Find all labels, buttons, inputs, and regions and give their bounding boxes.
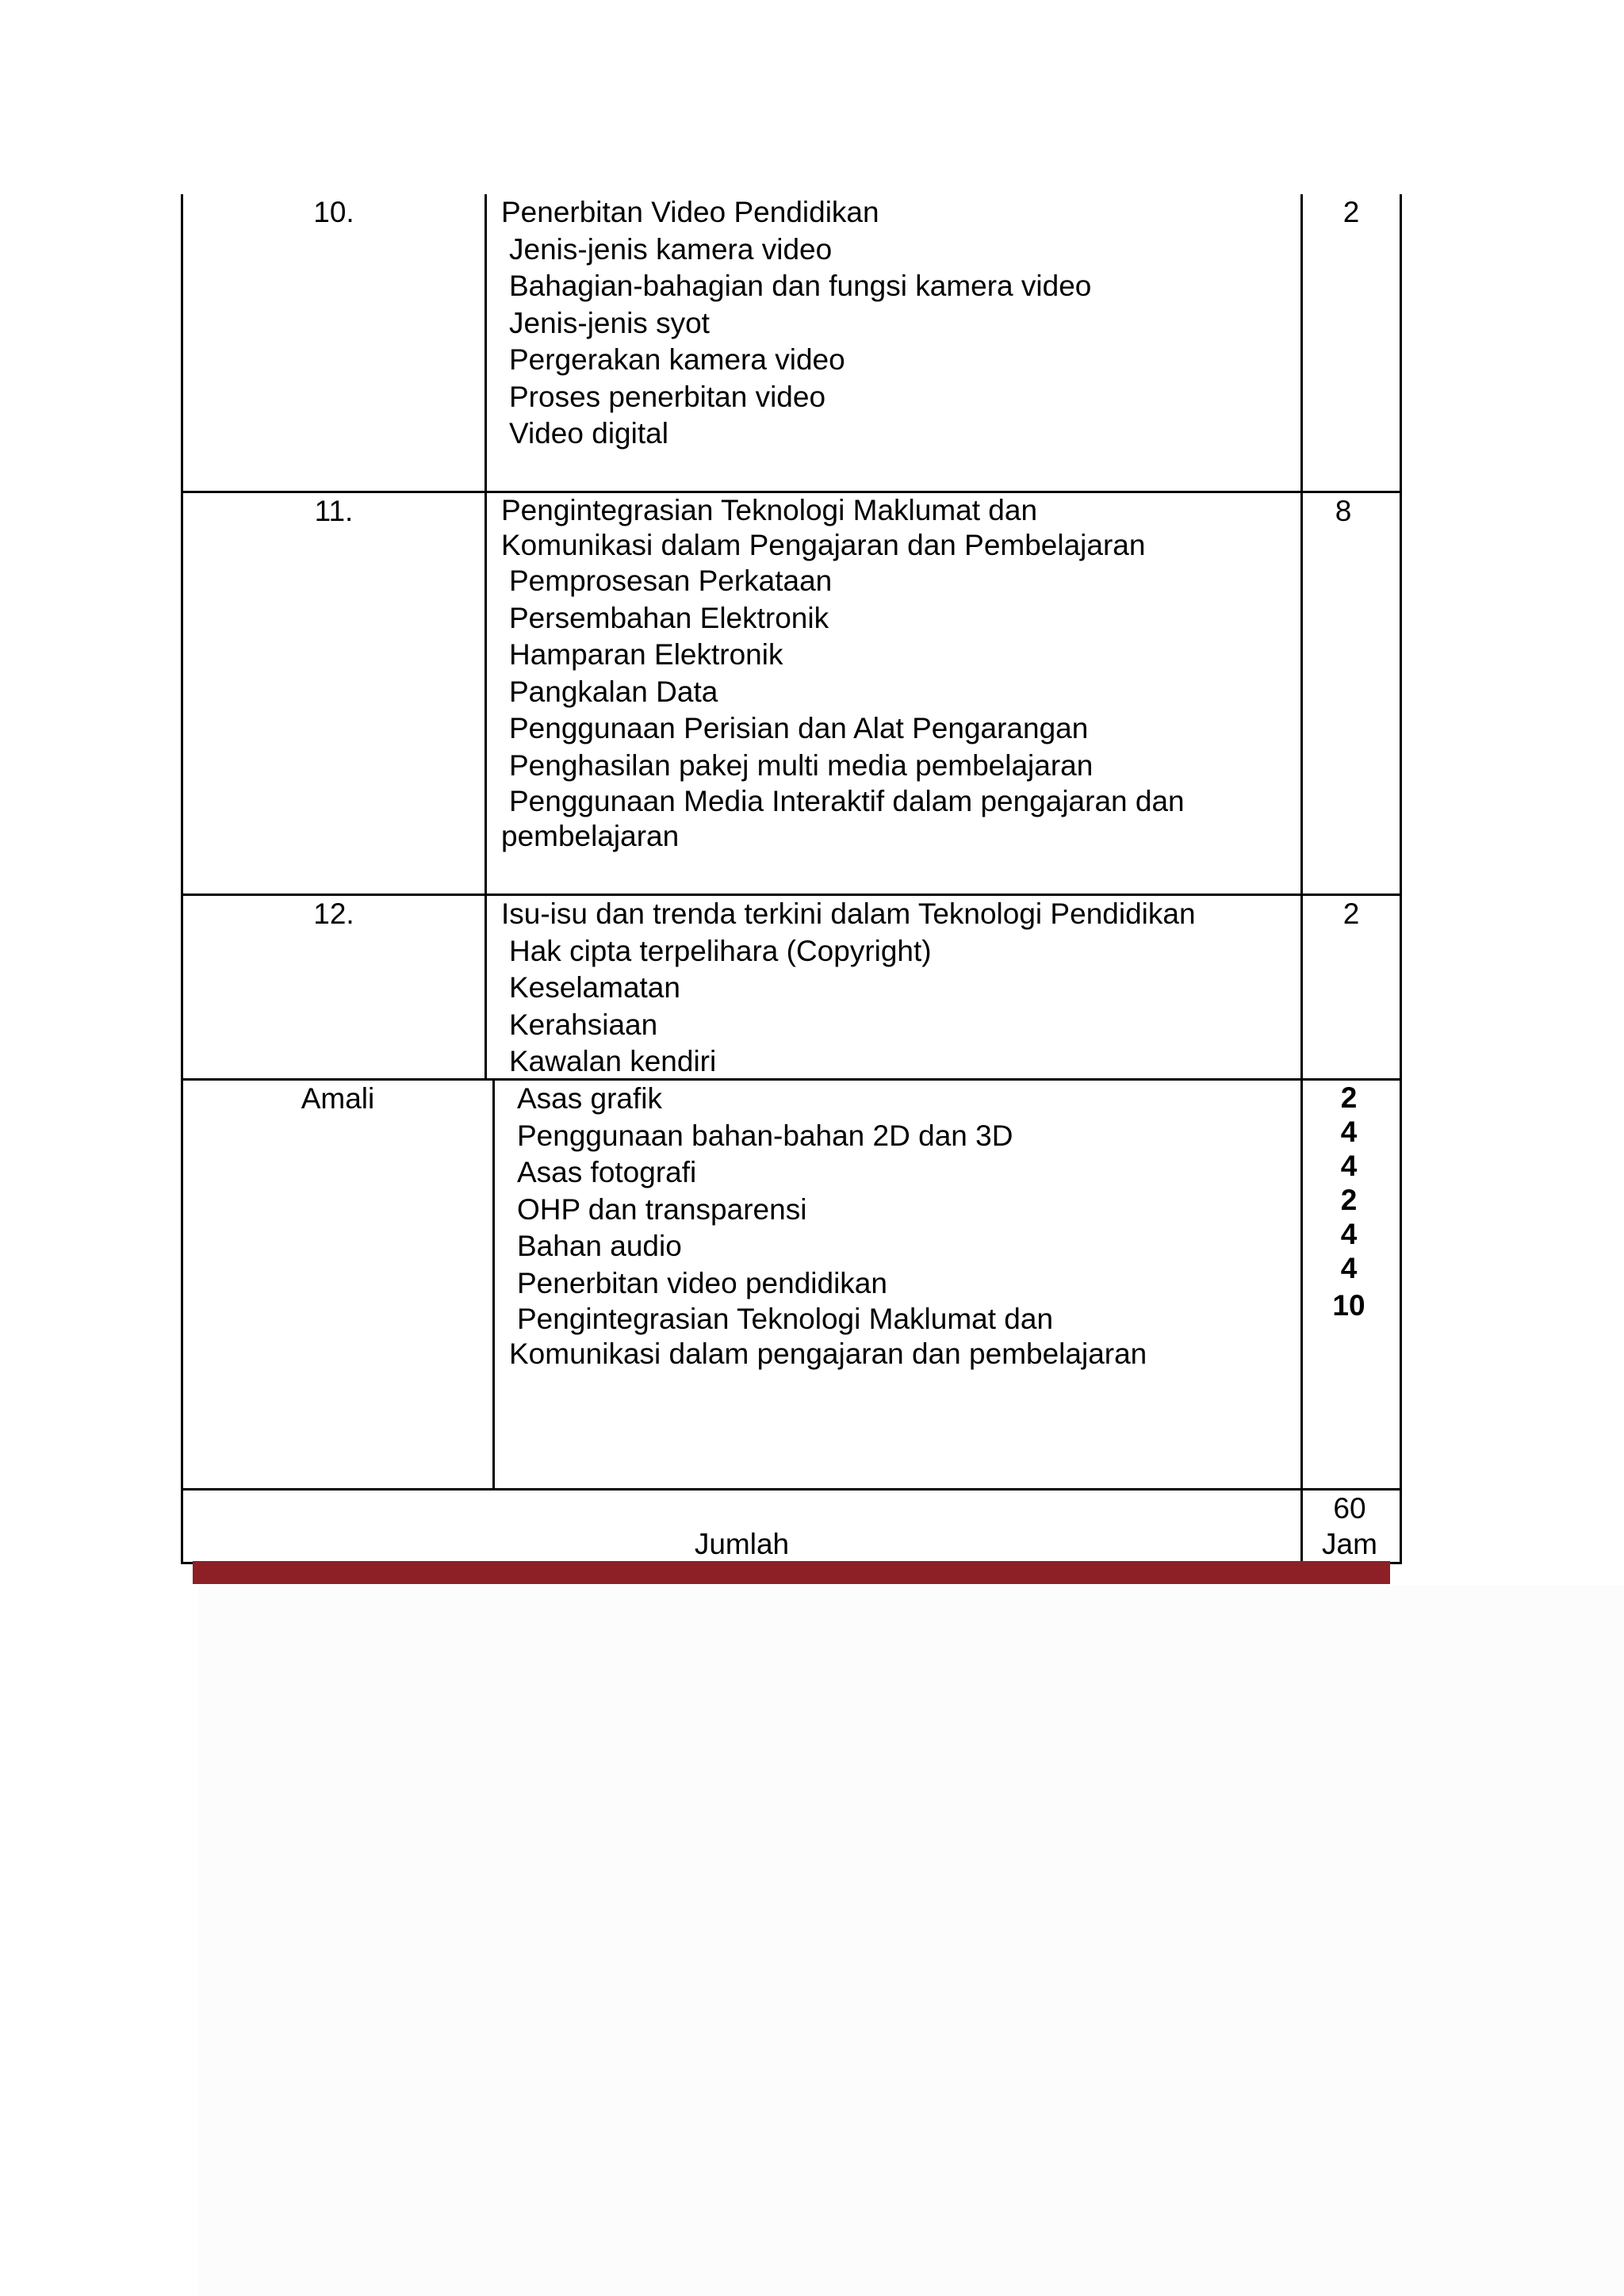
hours-value: 8 xyxy=(1335,495,1352,527)
topic-cell xyxy=(485,896,1300,1078)
practical-hours-value: 10 xyxy=(1332,1289,1365,1322)
table-row-total xyxy=(181,1490,1402,1564)
topic-title: Isu-isu dan trenda terkini dalam Teknologi Pendidikan xyxy=(501,897,1196,930)
practical-item: Asas grafik xyxy=(517,1082,663,1115)
practical-item: Penggunaan bahan-bahan 2D dan 3D xyxy=(517,1119,1013,1152)
practical-item: Asas fotografi xyxy=(517,1156,697,1188)
topic-item: Video digital xyxy=(509,417,668,450)
footer-accent-bar xyxy=(193,1561,1390,1584)
practical-hours-value: 4 xyxy=(1340,1115,1358,1148)
hours-value: 2 xyxy=(1342,897,1360,930)
practical-hours-cell xyxy=(1300,1081,1400,1488)
row-number: 12. xyxy=(313,897,354,930)
table-row-12 xyxy=(181,896,1402,1081)
practical-item: Bahan audio xyxy=(517,1230,682,1262)
total-hours-unit: Jam xyxy=(1322,1528,1377,1560)
page-background-shade xyxy=(198,1586,1624,2296)
practical-hours-value: 2 xyxy=(1340,1081,1358,1114)
topic-item: Penggunaan Perisian dan Alat Pengarangan xyxy=(509,712,1089,744)
amali-label: Amali xyxy=(301,1082,375,1115)
total-label: Jumlah xyxy=(694,1528,790,1560)
row-number: 10. xyxy=(313,196,354,228)
hours-cell xyxy=(1300,896,1400,1078)
table-row-11 xyxy=(181,493,1402,896)
topic-item: Bahagian-bahagian dan fungsi kamera video xyxy=(509,270,1092,302)
practical-item: Pengintegrasian Teknologi Maklumat dan xyxy=(517,1303,1054,1335)
total-hours-value: 60 xyxy=(1333,1492,1366,1525)
topic-item: Jenis-jenis syot xyxy=(509,306,710,339)
row-number: 11. xyxy=(314,495,354,527)
topic-item-continuation: pembelajaran xyxy=(501,820,680,852)
practical-hours-value: 4 xyxy=(1340,1252,1358,1284)
practical-hours-value: 4 xyxy=(1340,1218,1358,1250)
topic-item: Pergerakan kamera video xyxy=(509,343,845,376)
topic-cell xyxy=(485,194,1300,491)
practical-hours-value: 4 xyxy=(1340,1150,1358,1182)
topic-item: Hak cipta terpelihara (Copyright) xyxy=(509,934,932,967)
topic-item: Hamparan Elektronik xyxy=(509,638,783,671)
practical-item: Penerbitan video pendidikan xyxy=(517,1266,887,1299)
table-row-10 xyxy=(181,194,1402,493)
topic-item: Penghasilan pakej multi media pembelajaran xyxy=(509,748,1094,782)
hours-cell xyxy=(1300,493,1400,894)
topic-item: Pemprosesan Perkataan xyxy=(509,564,833,597)
topic-item: Persembahan Elektronik xyxy=(509,601,829,634)
hours-cell xyxy=(1300,194,1400,491)
topic-item: Proses penerbitan video xyxy=(509,380,826,413)
topic-title: Pengintegrasian Teknologi Maklumat dan xyxy=(501,494,1038,526)
topic-title: Penerbitan Video Pendidikan xyxy=(501,196,879,228)
practical-hours-value: 2 xyxy=(1340,1184,1358,1216)
topic-item: Pangkalan Data xyxy=(509,675,718,708)
topic-item: Keselamatan xyxy=(509,971,680,1004)
total-hours-cell xyxy=(1300,1490,1400,1562)
topic-item: Kerahsiaan xyxy=(509,1008,658,1041)
table-row-amali xyxy=(181,1081,1402,1490)
topic-item: Jenis-jenis kamera video xyxy=(509,232,833,266)
hours-value: 2 xyxy=(1342,196,1360,228)
topic-cell xyxy=(485,493,1300,894)
course-content-table xyxy=(181,194,1402,1564)
practical-item: OHP dan transparensi xyxy=(517,1192,807,1226)
topic-item: Kawalan kendiri xyxy=(509,1045,717,1077)
practical-topics-cell xyxy=(492,1081,1300,1488)
practical-item-continuation: Komunikasi dalam pengajaran dan pembelajaran xyxy=(509,1337,1147,1370)
topic-item: Penggunaan Media Interaktif dalam pengajaran dan xyxy=(509,785,1185,817)
topic-title: Komunikasi dalam Pengajaran dan Pembelajaran xyxy=(501,529,1146,561)
